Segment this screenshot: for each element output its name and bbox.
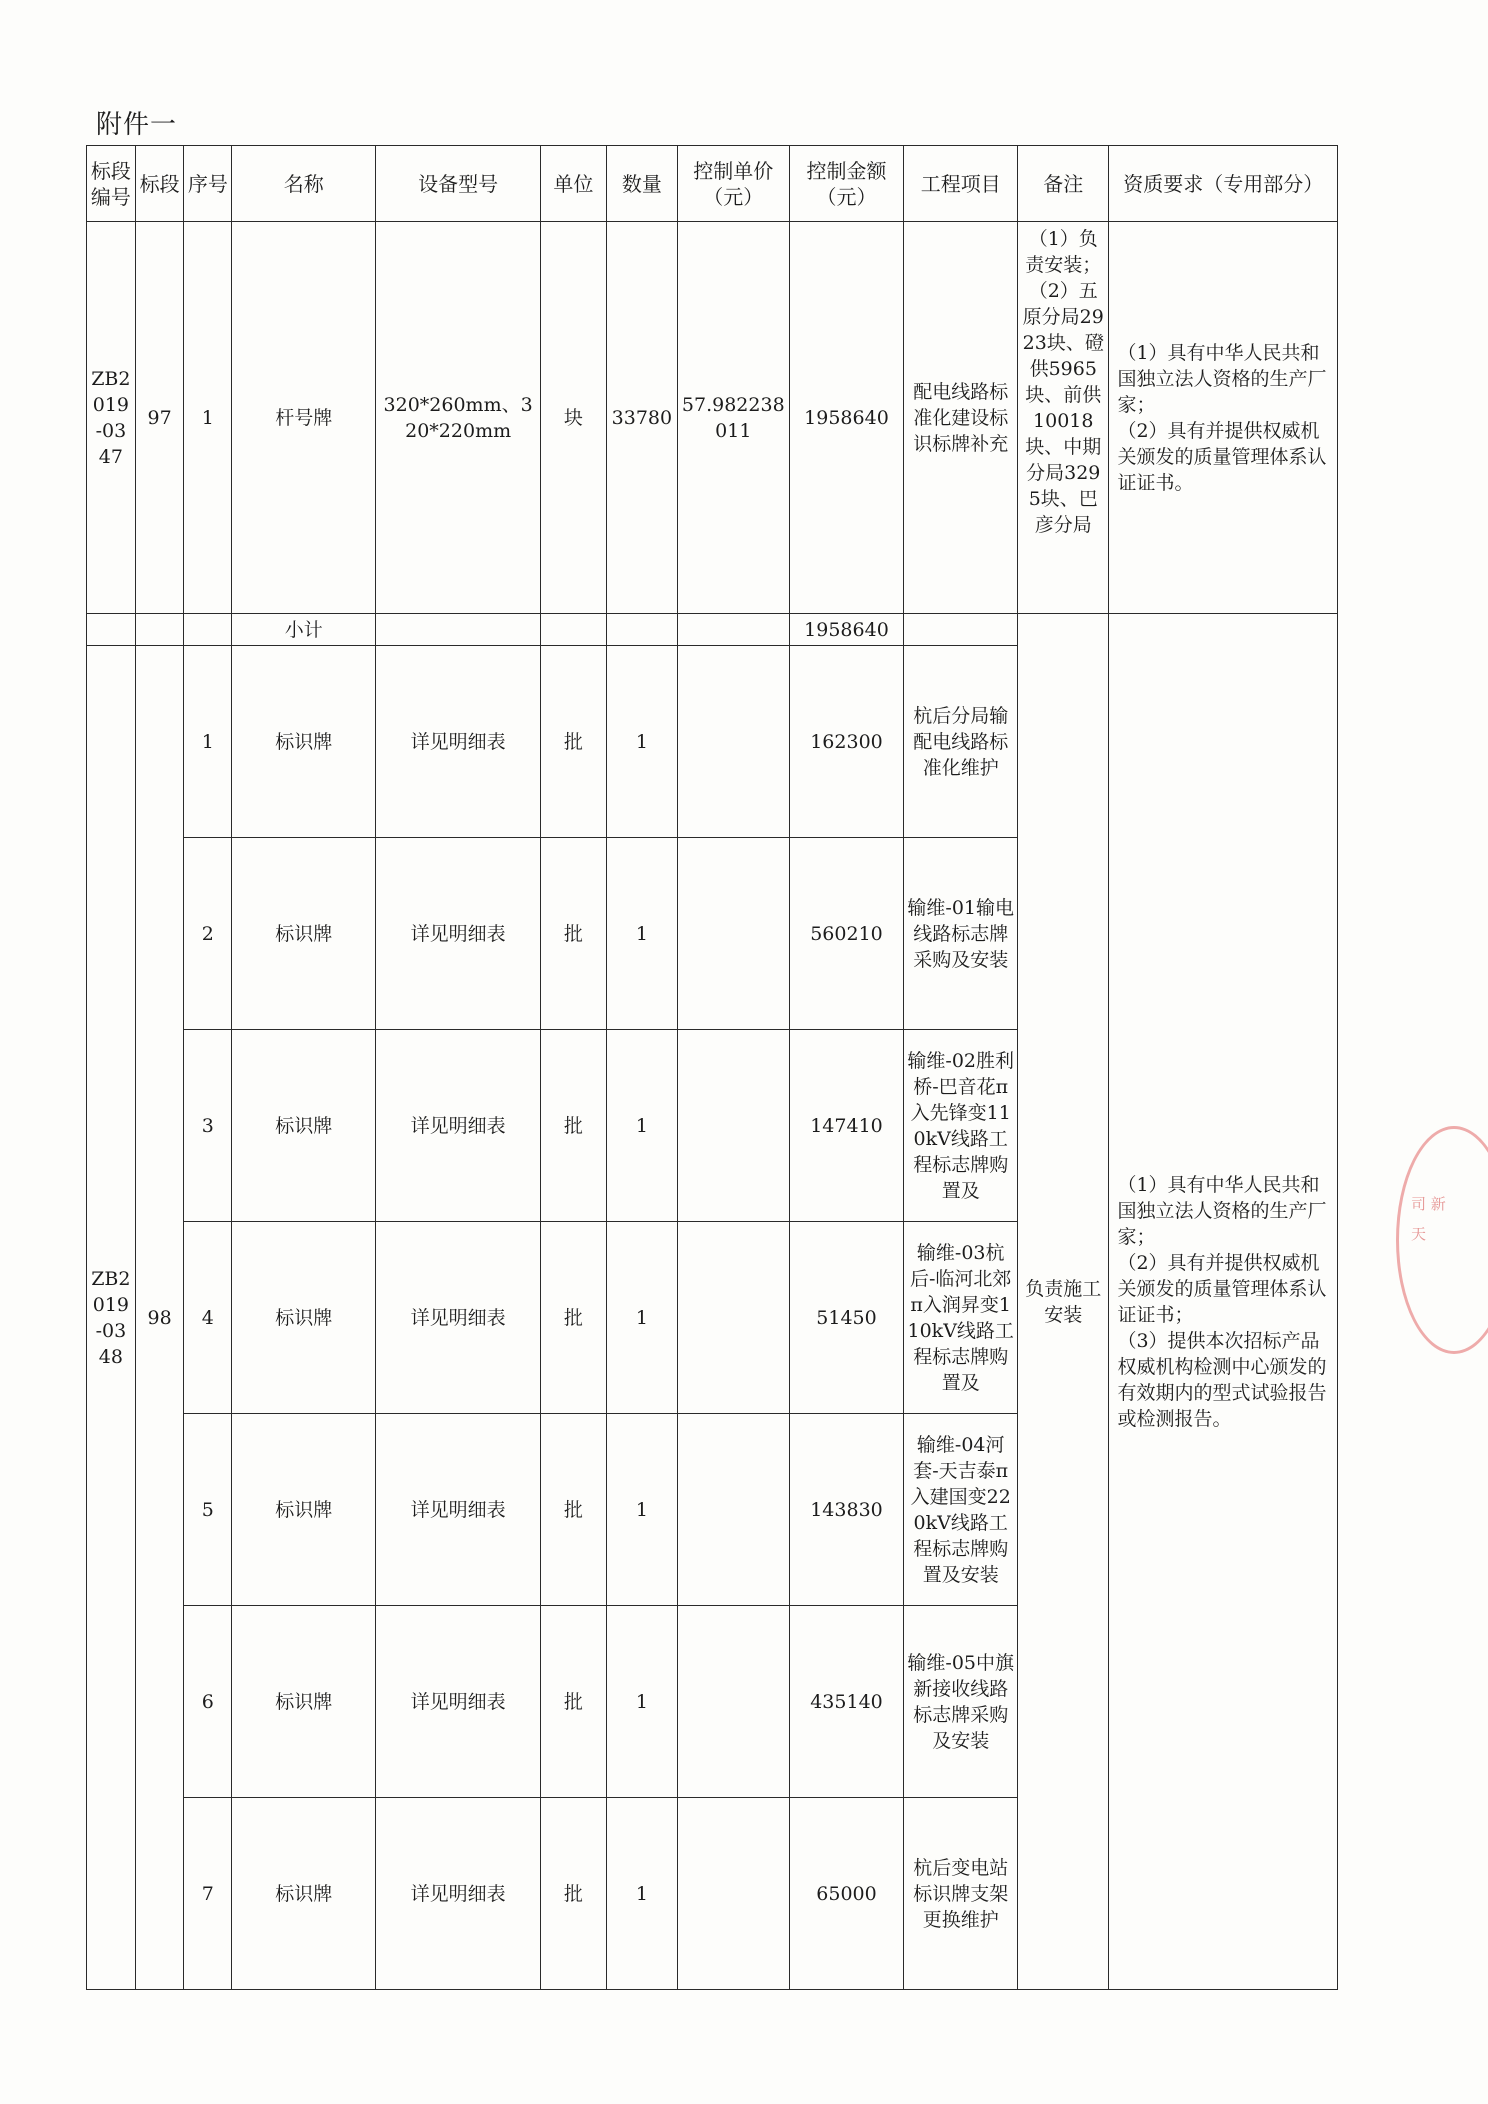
requirements-cell: （1）具有中华人民共和国独立法人资格的生产厂家； （2）具有并提供权威机关颁发的质量管理体系认证证书。 bbox=[1109, 222, 1338, 614]
table-row: ZB2019-0348 98 1 标识牌 详见明细表 批 1 162300 杭后分局输配电线路标准化维护 bbox=[87, 646, 1338, 838]
header-unit: 单位 bbox=[540, 146, 606, 222]
name-cell: 杆号牌 bbox=[232, 222, 376, 614]
table-row: 5 标识牌 详见明细表 批 1 143830 输维-04河套-天吉泰π入建国变220kV线路工程标志牌购置及安装 bbox=[87, 1414, 1338, 1606]
unit-cell: 块 bbox=[540, 222, 606, 614]
header-seq: 序号 bbox=[184, 146, 232, 222]
unit-price-cell: 57.982238011 bbox=[677, 222, 789, 614]
lot-code-cell: ZB2019-0347 bbox=[87, 222, 136, 614]
lot98-requirements-cell: （1）具有中华人民共和国独立法人资格的生产厂家； （2）具有并提供权威机关颁发的质量管理体系认证证书； （3）提供本次招标产品权威机构检测中心颁发的有效期内的型式试验报告或检测报告。 bbox=[1109, 614, 1338, 1990]
subtotal-row bbox=[87, 614, 1338, 646]
amount-cell: 1958640 bbox=[789, 222, 904, 614]
table-row: 4 标识牌 详见明细表 批 1 51450 输维-03杭后-临河北郊π入润昇变110kV线路工程标志牌购置及 bbox=[87, 1222, 1338, 1414]
bid-lot-table bbox=[86, 145, 1338, 1990]
lot98-code-cell: ZB2019-0348 bbox=[87, 646, 136, 1990]
red-seal-stamp bbox=[1396, 1126, 1488, 1354]
header-project: 工程项目 bbox=[904, 146, 1018, 222]
attachment-title: 附件一 bbox=[96, 110, 178, 140]
table-row: 3 标识牌 详见明细表 批 1 147410 输维-02胜利桥-巴音花π入先锋变110kV线路工程标志牌购置及 bbox=[87, 1030, 1338, 1222]
subtotal-amount: 1958640 bbox=[789, 614, 904, 646]
subtotal-label: 小计 bbox=[232, 614, 376, 646]
header-amount: 控制金额（元） bbox=[789, 146, 904, 222]
lot98-lot-cell: 98 bbox=[135, 646, 184, 1990]
lot98-remark-cell: 负责施工安装 bbox=[1018, 614, 1109, 1990]
header-model: 设备型号 bbox=[376, 146, 540, 222]
seq-cell: 1 bbox=[184, 222, 232, 614]
header-lot: 标段 bbox=[135, 146, 184, 222]
table-row: 6 标识牌 详见明细表 批 1 435140 输维-05中旗新接收线路标志牌采购及安装 bbox=[87, 1606, 1338, 1798]
table-row: 7 标识牌 详见明细表 批 1 65000 杭后变电站标识牌支架更换维护 bbox=[87, 1798, 1338, 1990]
header-lot-code: 标段编号 bbox=[87, 146, 136, 222]
header-requirements: 资质要求（专用部分） bbox=[1109, 146, 1338, 222]
table-row: 2 标识牌 详见明细表 批 1 560210 输维-01输电线路标志牌采购及安装 bbox=[87, 838, 1338, 1030]
header-remark: 备注 bbox=[1018, 146, 1109, 222]
header-row bbox=[87, 146, 1338, 222]
table-row-lot97 bbox=[87, 222, 1338, 614]
model-cell: 320*260mm、320*220mm bbox=[376, 222, 540, 614]
qty-cell: 33780 bbox=[606, 222, 677, 614]
stamp-text: 司 新 天 bbox=[1411, 1195, 1446, 1243]
lot-cell: 97 bbox=[135, 222, 184, 614]
header-unit-price: 控制单价（元） bbox=[677, 146, 789, 222]
remark-cell: （1）负责安装； （2）五原分局2923块、磴供5965块、前供10018块、中期分局3295块、巴彦分局 bbox=[1018, 222, 1109, 614]
header-qty: 数量 bbox=[606, 146, 677, 222]
header-name: 名称 bbox=[232, 146, 376, 222]
project-cell: 配电线路标准化建设标识标牌补充 bbox=[904, 222, 1018, 614]
